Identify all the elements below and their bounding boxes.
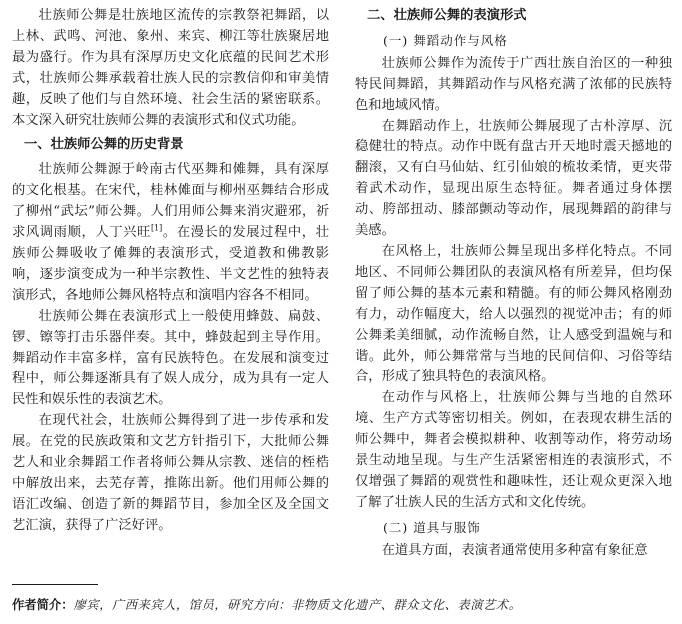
props-paragraph-1: 在道具方面，表演者通常使用多种富有象征意	[381, 542, 648, 558]
left-column	[12, 6, 329, 537]
subsection-heading-props: (二) 道具与服饰	[383, 519, 481, 535]
history-paragraph-1	[12, 160, 329, 306]
dance-paragraph-3: 在风格上，壮族师公舞呈现出多样化特点。不同地区、不同师公舞团队的表演风格有所差异，但均保留了师公舞的基本元素和精髓。有的师公舞风格刚劲有力，动作幅度大，给人以强烈的视觉冲击；有的师公舞柔美细腻，动作流畅自然，让人感受到温婉与和谐。此外，师公舞常常与当地的民间信仰、习俗等结合，形成了独具特色的表演风格。	[355, 243, 672, 385]
subsection-heading-dance: (一) 舞蹈动作与风格	[383, 32, 508, 48]
history-paragraph-1-text-a: 壮族师公舞源于岭南古代巫舞和傩舞，具有深厚的文化根基。在宋代，桂林傩面与柳州巫舞结合形成了柳州“武坛”师公舞。人们用师公舞来消灾避邪，祈求风调雨顺，人丁兴旺	[12, 162, 329, 241]
intro-paragraph: 壮族师公舞是壮族地区流传的宗教祭祀舞蹈，以上林、武鸣、河池、象州、来宾、柳江等壮族聚居地最为盛行。作为具有深厚历史文化底蕴的民间艺术形式，壮族师公舞承载着壮族人民的宗教信仰和审美情趣，反映了他们与自然环境、社会生活的紧密联系。本文深入研究壮族师公舞的表演形式和仪式功能。	[12, 8, 329, 128]
author-label: 作者简介：	[12, 598, 74, 612]
right-column	[355, 6, 672, 562]
history-paragraph-1-text-b: 。在漫长的发展过程中，壮族师公舞吸收了傩舞的表演形式，受道教和佛教影响，逐步演变成为一种半宗教性、半文艺性的独特表演形式，各地师公舞风格特点和演唱内容各不相同。	[12, 225, 330, 303]
author-bio: 廖宾，广西来宾人，馆员，研究方向：非物质文化遗产、群众文化、表演艺术。	[73, 598, 522, 612]
footnote-divider	[12, 584, 98, 585]
citation-ref-1[interactable]: [1]	[150, 223, 163, 233]
dance-paragraph-4: 在动作与风格上，壮族师公舞与当地的自然环境、生产方式等密切相关。例如，在表现农耕生活的师公舞中，舞者会模拟耕种、收割等动作，将劳动场景生动地呈现。与生产生活紧密相连的表演形式，不仅增强了舞蹈的观赏性和趣味性，还让观众更深入地了解了壮族人民的生活方式和文化传统。	[355, 390, 672, 510]
dance-paragraph-1: 壮族师公舞作为流传于广西壮族自治区的一种独特民间舞蹈，其舞蹈动作与风格充满了浓郁的民族特色和地域风情。	[355, 55, 672, 113]
history-paragraph-2: 壮族师公舞在表演形式上一般使用蜂鼓、扁鼓、锣、镲等打击乐器伴奏。其中，蜂鼓起到主导作用。舞蹈动作丰富多样，富有民族特色。在发展和演变过程中，师公舞逐渐具有了娱人成分，成为具有一定人民性和娱乐性的表演艺术。	[12, 308, 329, 408]
author-footnote	[12, 596, 672, 614]
history-paragraph-3: 在现代社会，壮族师公舞得到了进一步传承和发展。在党的民族政策和文艺方针指引下，大批师公舞艺人和业余舞蹈工作者将师公舞从宗教、迷信的桎梏中解放出来，去芜存菁，推陈出新。他们用师公舞的语汇改编、创造了新的舞蹈节目，参加全区及全国文艺汇演，获得了广泛好评。	[12, 413, 329, 533]
dance-paragraph-2: 在舞蹈动作上，壮族师公舞展现了古朴淳厚、沉稳健壮的特点。动作中既有盘古开天地时震天撼地的翻滚，又有白马仙姑、红引仙娘的梳妆柔情，更夹带着武术动作，显现出原生态特征。舞者通过身体摆动、胯部扭动、膝部颤动等动作，展现舞蹈的韵律与美感。	[355, 118, 672, 239]
section-heading-history: 一、壮族师公舞的历史背景	[24, 137, 184, 153]
section-heading-performance: 二、壮族师公舞的表演形式	[367, 8, 527, 23]
